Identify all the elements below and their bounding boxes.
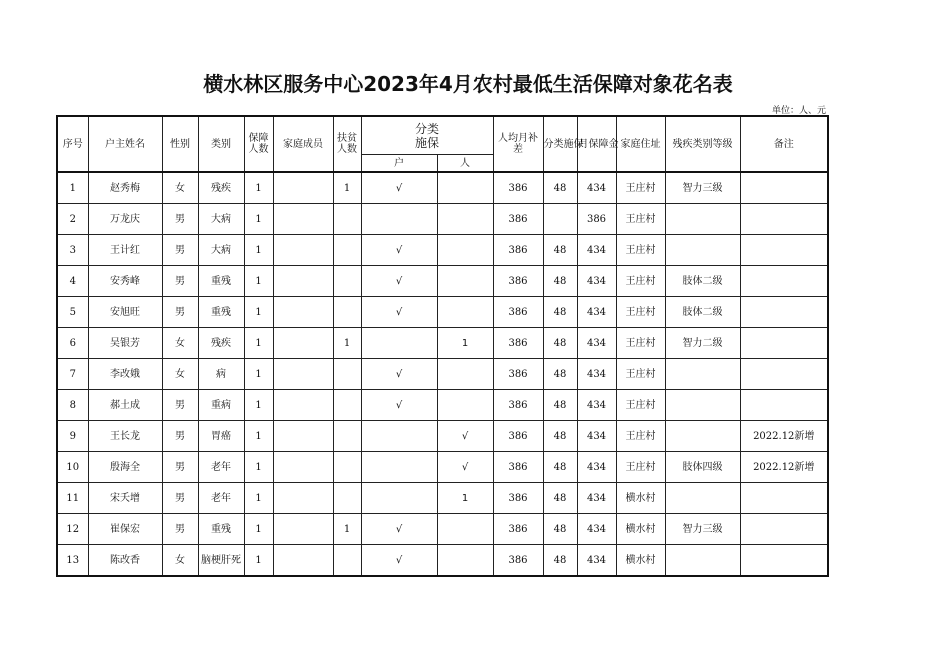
cell-person — [437, 545, 493, 577]
cell-monthly-amount: 434 — [577, 297, 616, 328]
cell-classified-amount: 48 — [543, 545, 577, 577]
cell-poverty — [333, 266, 361, 297]
cell-gender: 男 — [162, 297, 198, 328]
cell-monthly-amount: 434 — [577, 172, 616, 204]
cell-seq: 6 — [57, 328, 88, 359]
cell-person — [437, 390, 493, 421]
cell-address: 王庄村 — [616, 390, 665, 421]
cell-gender: 男 — [162, 235, 198, 266]
cell-avg-subsidy: 386 — [493, 421, 543, 452]
cell-disability: 智力三级 — [665, 172, 740, 204]
cell-address: 王庄村 — [616, 421, 665, 452]
cell-remark — [740, 483, 828, 514]
cell-poverty: 1 — [333, 514, 361, 545]
cell-household: √ — [361, 390, 437, 421]
cell-avg-subsidy: 386 — [493, 266, 543, 297]
cell-avg-subsidy: 386 — [493, 514, 543, 545]
cell-name: 宋夭增 — [88, 483, 162, 514]
cell-household — [361, 483, 437, 514]
cell-person — [437, 172, 493, 204]
cell-gender: 男 — [162, 204, 198, 235]
cell-remark — [740, 390, 828, 421]
cell-monthly-amount: 434 — [577, 266, 616, 297]
cell-disability — [665, 204, 740, 235]
cell-members — [273, 452, 333, 483]
header-classified-amount — [543, 116, 584, 172]
table-row — [57, 328, 828, 359]
cell-gender: 女 — [162, 172, 198, 204]
cell-avg-subsidy: 386 — [493, 452, 543, 483]
cell-seq: 10 — [57, 452, 88, 483]
cell-remark — [740, 545, 828, 577]
cell-monthly-amount: 434 — [577, 421, 616, 452]
cell-avg-subsidy: 386 — [493, 297, 543, 328]
cell-person: 1 — [437, 328, 493, 359]
cell-gender: 女 — [162, 545, 198, 577]
header-classified-aid — [361, 116, 493, 155]
cell-members — [273, 297, 333, 328]
cell-household: √ — [361, 172, 437, 204]
cell-classified-amount: 48 — [543, 514, 577, 545]
cell-category: 残疾 — [198, 172, 244, 204]
cell-insured: 1 — [244, 266, 273, 297]
cell-person: 1 — [437, 483, 493, 514]
cell-insured: 1 — [244, 545, 273, 577]
cell-members — [273, 266, 333, 297]
table-row — [57, 235, 828, 266]
cell-household: √ — [361, 297, 437, 328]
cell-disability — [665, 483, 740, 514]
cell-members — [273, 483, 333, 514]
cell-classified-amount: 48 — [543, 266, 577, 297]
cell-classified-amount: 48 — [543, 235, 577, 266]
cell-category: 老年 — [198, 452, 244, 483]
roster-body — [57, 172, 828, 576]
cell-members — [273, 545, 333, 577]
cell-avg-subsidy: 386 — [493, 483, 543, 514]
header-person: 人 — [437, 155, 493, 173]
cell-person — [437, 359, 493, 390]
cell-address: 横水村 — [616, 545, 665, 577]
cell-person — [437, 235, 493, 266]
cell-address: 横水村 — [616, 483, 665, 514]
cell-category: 病 — [198, 359, 244, 390]
cell-household: √ — [361, 266, 437, 297]
cell-monthly-amount: 434 — [577, 514, 616, 545]
cell-members — [273, 421, 333, 452]
cell-seq: 5 — [57, 297, 88, 328]
cell-address: 王庄村 — [616, 328, 665, 359]
cell-monthly-amount: 434 — [577, 328, 616, 359]
header-poverty-count: 扶贫人数 — [333, 116, 361, 172]
cell-classified-amount: 48 — [543, 421, 577, 452]
cell-insured: 1 — [244, 390, 273, 421]
cell-classified-amount: 48 — [543, 297, 577, 328]
cell-members — [273, 328, 333, 359]
cell-classified-amount: 48 — [543, 172, 577, 204]
cell-address: 王庄村 — [616, 172, 665, 204]
cell-avg-subsidy: 386 — [493, 172, 543, 204]
cell-category: 残疾 — [198, 328, 244, 359]
cell-disability: 智力二级 — [665, 328, 740, 359]
cell-address: 王庄村 — [616, 266, 665, 297]
cell-person: √ — [437, 421, 493, 452]
header-avg-subsidy — [493, 116, 543, 172]
cell-household — [361, 452, 437, 483]
cell-gender: 女 — [162, 359, 198, 390]
header-category: 类别 — [198, 116, 244, 172]
header-avg-subsidy-text: 人均月补差 — [498, 133, 538, 155]
cell-remark — [740, 235, 828, 266]
cell-household: √ — [361, 514, 437, 545]
table-row — [57, 359, 828, 390]
cell-name: 崔保宏 — [88, 514, 162, 545]
header-monthly-amount-text: 月保障金 — [578, 138, 619, 150]
cell-insured: 1 — [244, 328, 273, 359]
cell-category: 大病 — [198, 204, 244, 235]
unit-note: 单位：人、元 — [771, 106, 826, 116]
cell-seq: 11 — [57, 483, 88, 514]
cell-gender: 男 — [162, 452, 198, 483]
cell-remark — [740, 172, 828, 204]
cell-monthly-amount: 434 — [577, 359, 616, 390]
header-classified-amount-text: 分类施保 — [543, 138, 584, 150]
cell-gender: 男 — [162, 514, 198, 545]
header-seq: 序号 — [57, 116, 88, 172]
cell-disability — [665, 545, 740, 577]
cell-household: √ — [361, 545, 437, 577]
cell-avg-subsidy: 386 — [493, 204, 543, 235]
cell-household — [361, 328, 437, 359]
cell-remark — [740, 359, 828, 390]
cell-address: 王庄村 — [616, 297, 665, 328]
cell-poverty: 1 — [333, 328, 361, 359]
header-gender: 性别 — [162, 116, 198, 172]
cell-category: 大病 — [198, 235, 244, 266]
cell-category: 重病 — [198, 390, 244, 421]
cell-remark — [740, 204, 828, 235]
cell-insured: 1 — [244, 235, 273, 266]
cell-seq: 8 — [57, 390, 88, 421]
cell-poverty — [333, 421, 361, 452]
cell-address: 王庄村 — [616, 359, 665, 390]
cell-category: 重残 — [198, 297, 244, 328]
table-row — [57, 514, 828, 545]
cell-seq: 9 — [57, 421, 88, 452]
cell-gender: 男 — [162, 483, 198, 514]
cell-seq: 3 — [57, 235, 88, 266]
table-row — [57, 204, 828, 235]
table-row — [57, 390, 828, 421]
cell-name: 郝土成 — [88, 390, 162, 421]
cell-seq: 2 — [57, 204, 88, 235]
roster-table — [56, 115, 829, 577]
cell-remark: 2022.12新增 — [740, 421, 828, 452]
cell-classified-amount: 48 — [543, 359, 577, 390]
cell-address: 王庄村 — [616, 235, 665, 266]
cell-name: 王长龙 — [88, 421, 162, 452]
cell-monthly-amount: 434 — [577, 452, 616, 483]
cell-household: √ — [361, 359, 437, 390]
cell-category: 胃癌 — [198, 421, 244, 452]
cell-address: 王庄村 — [616, 452, 665, 483]
cell-remark — [740, 266, 828, 297]
cell-name: 安旭旺 — [88, 297, 162, 328]
cell-poverty — [333, 452, 361, 483]
table-row — [57, 421, 828, 452]
cell-monthly-amount: 434 — [577, 483, 616, 514]
cell-insured: 1 — [244, 297, 273, 328]
cell-insured: 1 — [244, 483, 273, 514]
cell-insured: 1 — [244, 452, 273, 483]
cell-name: 陈改香 — [88, 545, 162, 577]
cell-poverty — [333, 359, 361, 390]
cell-monthly-amount: 434 — [577, 545, 616, 577]
cell-members — [273, 359, 333, 390]
cell-address: 横水村 — [616, 514, 665, 545]
cell-classified-amount: 48 — [543, 328, 577, 359]
cell-members — [273, 235, 333, 266]
cell-name: 王计红 — [88, 235, 162, 266]
cell-person: √ — [437, 452, 493, 483]
cell-name: 吴银芳 — [88, 328, 162, 359]
cell-insured: 1 — [244, 421, 273, 452]
cell-poverty — [333, 235, 361, 266]
cell-remark — [740, 328, 828, 359]
cell-disability — [665, 421, 740, 452]
cell-address: 王庄村 — [616, 204, 665, 235]
table-row — [57, 545, 828, 577]
table-row — [57, 297, 828, 328]
cell-monthly-amount: 434 — [577, 235, 616, 266]
header-classified-aid-text: 分类施保 — [414, 121, 439, 150]
cell-remark — [740, 297, 828, 328]
cell-insured: 1 — [244, 514, 273, 545]
cell-seq: 13 — [57, 545, 88, 577]
cell-name: 李改娥 — [88, 359, 162, 390]
header-disability-grade: 残疾类别等级 — [665, 116, 740, 172]
header-name: 户主姓名 — [88, 116, 162, 172]
cell-person — [437, 266, 493, 297]
cell-person — [437, 297, 493, 328]
cell-classified-amount — [543, 204, 577, 235]
cell-household — [361, 421, 437, 452]
cell-members — [273, 172, 333, 204]
table-row — [57, 266, 828, 297]
cell-insured: 1 — [244, 359, 273, 390]
cell-name: 殷海全 — [88, 452, 162, 483]
cell-members — [273, 390, 333, 421]
cell-gender: 男 — [162, 421, 198, 452]
cell-disability: 智力三级 — [665, 514, 740, 545]
cell-classified-amount: 48 — [543, 452, 577, 483]
cell-household — [361, 204, 437, 235]
cell-members — [273, 514, 333, 545]
cell-avg-subsidy: 386 — [493, 359, 543, 390]
cell-seq: 12 — [57, 514, 88, 545]
cell-avg-subsidy: 386 — [493, 545, 543, 577]
cell-remark — [740, 514, 828, 545]
header-household: 户 — [361, 155, 437, 173]
table-row — [57, 483, 828, 514]
cell-person — [437, 204, 493, 235]
cell-disability — [665, 359, 740, 390]
cell-insured: 1 — [244, 204, 273, 235]
cell-poverty: 1 — [333, 172, 361, 204]
cell-poverty — [333, 483, 361, 514]
cell-category: 重残 — [198, 514, 244, 545]
header-family-members: 家庭成员 — [273, 116, 333, 172]
cell-disability — [665, 390, 740, 421]
cell-classified-amount: 48 — [543, 390, 577, 421]
cell-poverty — [333, 204, 361, 235]
cell-disability: 肢体二级 — [665, 266, 740, 297]
page-title: 横水林区服务中心2023年4月农村最低生活保障对象花名表 — [203, 72, 733, 96]
cell-disability — [665, 235, 740, 266]
header-insured-count: 保障人数 — [244, 116, 273, 172]
cell-name: 赵秀梅 — [88, 172, 162, 204]
cell-remark: 2022.12新增 — [740, 452, 828, 483]
cell-avg-subsidy: 386 — [493, 328, 543, 359]
cell-seq: 1 — [57, 172, 88, 204]
table-row — [57, 172, 828, 204]
cell-poverty — [333, 390, 361, 421]
cell-name: 万龙庆 — [88, 204, 162, 235]
cell-avg-subsidy: 386 — [493, 390, 543, 421]
cell-name: 安秀峰 — [88, 266, 162, 297]
header-monthly-amount — [577, 116, 619, 172]
cell-gender: 女 — [162, 328, 198, 359]
cell-monthly-amount: 386 — [577, 204, 616, 235]
cell-household: √ — [361, 235, 437, 266]
cell-gender: 男 — [162, 266, 198, 297]
header-remarks: 备注 — [740, 116, 828, 172]
cell-seq: 7 — [57, 359, 88, 390]
cell-poverty — [333, 297, 361, 328]
cell-gender: 男 — [162, 390, 198, 421]
cell-disability: 肢体四级 — [665, 452, 740, 483]
cell-insured: 1 — [244, 172, 273, 204]
cell-members — [273, 204, 333, 235]
cell-seq: 4 — [57, 266, 88, 297]
table-row — [57, 452, 828, 483]
cell-poverty — [333, 545, 361, 577]
cell-category: 重残 — [198, 266, 244, 297]
header-address: 家庭住址 — [616, 116, 665, 172]
cell-avg-subsidy: 386 — [493, 235, 543, 266]
cell-person — [437, 514, 493, 545]
cell-monthly-amount: 434 — [577, 390, 616, 421]
cell-category: 脑梗肝死 — [198, 545, 244, 577]
cell-disability: 肢体二级 — [665, 297, 740, 328]
cell-category: 老年 — [198, 483, 244, 514]
cell-classified-amount: 48 — [543, 483, 577, 514]
